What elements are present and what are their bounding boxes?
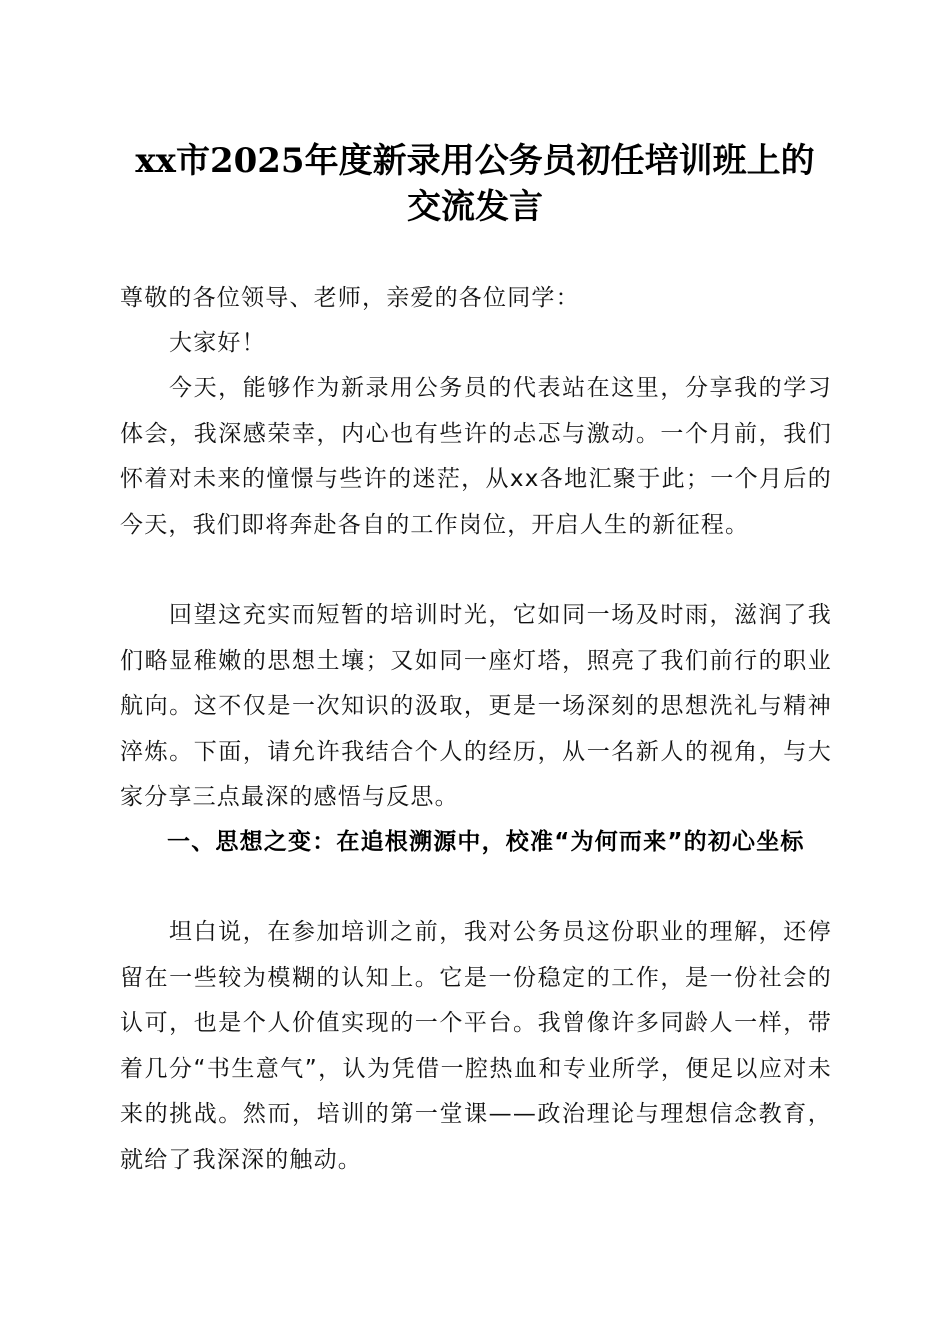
document-title-line1: xx市2025年度新录用公务员初任培训班上的	[135, 141, 815, 181]
salutation: 尊敬的各位领导、老师，亲爱的各位同学：	[120, 285, 580, 311]
document-title-line2: 交流发言	[407, 187, 543, 227]
section-heading-1: 一、思想之变：在追根溯源中，校准“为何而来”的初心坐标	[167, 829, 805, 855]
greeting: 大家好！	[169, 330, 266, 356]
paragraph-intro: 今天，能够作为新录用公务员的代表站在这里，分享我的学习体会，我深感荣幸，内心也有些许的忐忑与激动。一个月前，我们怀着对未来的憧憬与些许的迷茫，从xx各地汇聚于此；一个月后的今天，我们即将奔赴各自的工作岗位，开启人生的新征程。	[120, 375, 832, 538]
paragraph-section1: 坦白说，在参加培训之前，我对公务员这份职业的理解，还停留在一些较为模糊的认知上。它是一份稳定的工作，是一份社会的认可，也是个人价值实现的一个平台。我曾像许多同龄人一样，带着几分“书生意气”，认为凭借一腔热血和专业所学，便足以应对未来的挑战。然而，培训的第一堂课——政治理论与理想信念教育，就给了我深深的触动。	[120, 919, 832, 1173]
paragraph-review: 回望这充实而短暂的培训时光，它如同一场及时雨，滋润了我们略显稚嫩的思想土壤；又如同一座灯塔，照亮了我们前行的职业航向。这不仅是一次知识的汲取，更是一场深刻的思想洗礼与精神淬炼。下面，请允许我结合个人的经历，从一名新人的视角，与大家分享三点最深的感悟与反思。	[120, 602, 832, 810]
